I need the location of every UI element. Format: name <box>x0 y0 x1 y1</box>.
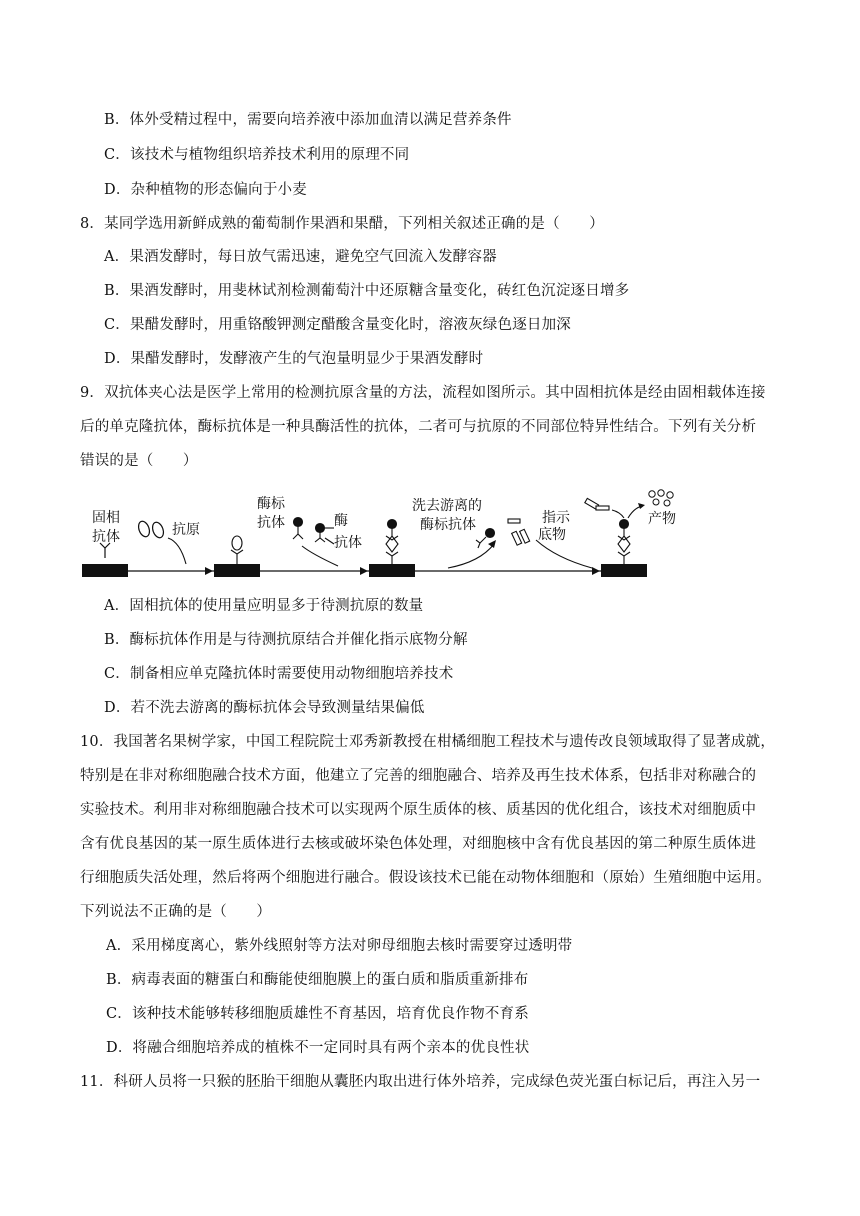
sandwich-complex-final <box>618 520 630 565</box>
q9-option-d: D．若不洗去游离的酶标抗体会导致测量结果偏低 <box>104 700 425 716</box>
q9-stem-line-3: 错误的是（ ） <box>80 453 198 469</box>
antibody-antigen-complex-1 <box>231 536 243 564</box>
q10-option-c: C．该种技术能够转移细胞质雄性不育基因，培育优良作物不育系 <box>106 1006 529 1022</box>
q10-stem-line-1: 10．我国著名果树学家，中国工程院院士邓秀新教授在柑橘细胞工程技术与遗传改良领域取得了显著成就， <box>80 734 776 750</box>
antigen-icon <box>137 520 166 539</box>
q10-option-b: B．病毒表面的糖蛋白和酶能使细胞膜上的蛋白质和脂质重新排布 <box>106 972 529 988</box>
label-antigen: 抗原 <box>172 522 200 538</box>
q10-stem-line-3: 实验技术。利用非对称细胞融合技术可以实现两个原生质体的核、质基因的优化组合，该技术对细胞质中 <box>80 802 757 818</box>
q8-stem: 8．某同学选用新鲜成熟的葡萄制作果酒和果醋，下列相关叙述正确的是（ ） <box>80 216 604 232</box>
q10-option-d: D．将融合细胞培养成的植株不一定同时具有两个亲本的优良性状 <box>106 1040 530 1056</box>
substrate-on-enzyme-icon <box>585 498 609 510</box>
solid-carrier-4 <box>601 564 647 577</box>
q9-stem-line-2: 后的单克隆抗体，酶标抗体是一种具酶活性的抗体，二者可与抗原的不同部位特异性结合。下列有关分析 <box>80 419 757 435</box>
product-icon <box>649 490 673 506</box>
solid-carrier-1 <box>82 564 128 577</box>
q8-option-b: B．果酒发酵时，用斐林试剂检测葡萄汁中还原糖含量变化，砖红色沉淀逐日增多 <box>104 283 630 299</box>
label-substrate-1: 指示 <box>542 510 570 526</box>
label-solid-antibody-2: 抗体 <box>92 529 120 545</box>
q9-option-a: A．固相抗体的使用量应明显多于待测抗原的数量 <box>104 598 424 614</box>
q9-stem-line-1: 9．双抗体夹心法是医学上常用的检测抗原含量的方法，流程如图所示。其中固相抗体是经由固相载体连接 <box>80 385 766 401</box>
sandwich-elisa-diagram <box>76 488 696 584</box>
q7-option-b: B．体外受精过程中，需要向培养液中添加血清以满足营养条件 <box>104 112 512 128</box>
q8-option-d: D．果醋发酵时，发酵液产生的气泡量明显少于果酒发酵时 <box>104 351 484 367</box>
q10-option-a: A．采用梯度离心，紫外线照射等方法对卵母细胞去核时需要穿过透明带 <box>106 938 573 954</box>
q7-option-d: D．杂种植物的形态偏向于小麦 <box>104 182 307 198</box>
label-wash-1: 洗去游离的 <box>412 498 482 514</box>
q9-option-c: C．制备相应单克隆抗体时需要使用动物细胞培养技术 <box>104 666 454 682</box>
label-product: 产物 <box>648 511 676 527</box>
q7-option-c: C．该技术与植物组织培养技术利用的原理不同 <box>104 147 410 163</box>
label-enzyme-antibody-left-2: 抗体 <box>257 515 285 531</box>
sandwich-complex-1 <box>386 520 398 565</box>
label-enzyme-antibody-right-2: 抗体 <box>334 535 362 551</box>
q8-option-c: C．果醋发酵时，用重铬酸钾测定醋酸含量变化时，溶液灰绿色逐日加深 <box>104 317 571 333</box>
solid-antibody-icon <box>100 543 110 558</box>
enzyme-antibody-icon-2 <box>315 524 334 545</box>
solid-carrier-2 <box>214 564 260 577</box>
enzyme-antibody-icon-1 <box>293 518 303 540</box>
q10-stem-line-5: 行细胞质失活处理，然后将两个细胞进行融合。假设该技术已能在动物体细胞和（原始）生殖细胞中运用。 <box>80 870 771 886</box>
q9-option-b: B．酶标抗体作用是与待测抗原结合并催化指示底物分解 <box>104 632 468 648</box>
label-solid-antibody-1: 固相 <box>92 510 120 526</box>
label-enzyme-antibody-right-1: 酶 <box>334 513 348 529</box>
q10-stem-line-2: 特别是在非对称细胞融合技术方面，他建立了完善的细胞融合、培养及再生技术体系，包括非对称融合的 <box>80 768 757 784</box>
label-enzyme-antibody-left-1: 酶标 <box>257 496 285 512</box>
q10-stem-line-4: 含有优良基因的某一原生质体进行去核或破坏染色体处理，对细胞核中含有优良基因的第二种原生质体进 <box>80 836 757 852</box>
substrate-icon <box>508 519 530 545</box>
solid-carrier-3 <box>369 564 415 577</box>
label-wash-2: 酶标抗体 <box>420 517 476 533</box>
q8-option-a: A．果酒发酵时，每日放气需迅速，避免空气回流入发酵容器 <box>104 249 497 265</box>
label-substrate-2: 底物 <box>538 527 566 543</box>
q10-stem-line-6: 下列说法不正确的是（ ） <box>80 904 272 920</box>
q11-stem-line-1: 11．科研人员将一只猴的胚胎干细胞从囊胚内取出进行体外培养，完成绿色荧光蛋白标记后，再注入另一 <box>80 1074 761 1090</box>
